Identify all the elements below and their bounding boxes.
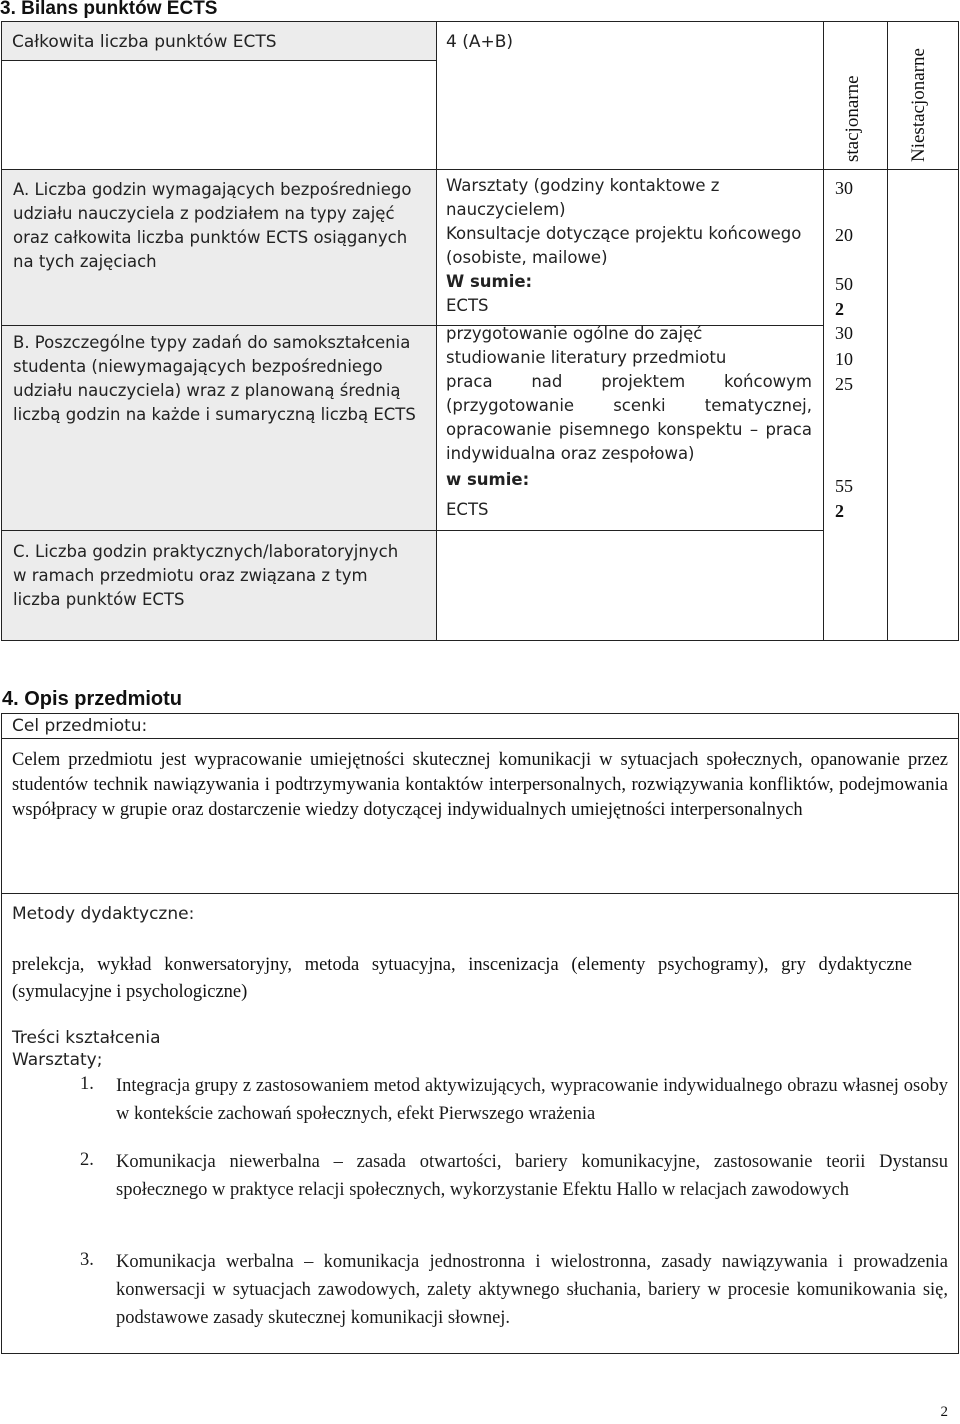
row-a-sum-value: 50 <box>835 274 853 294</box>
list-item-number: 3. <box>80 1250 94 1270</box>
row-a-item-2-text: Konsultacje dotyczące projektu końcowego (osobiste, mailowe) <box>446 224 802 267</box>
row-b-item-3-text: praca nad projektem końcowym (przygotowanie scenki tematycznej, opracowanie pisemnego konspektu – praca indywidualna oraz zespołowa) <box>446 372 812 463</box>
total-ects-label: Całkowita liczba punktów ECTS <box>12 32 277 52</box>
row-b-sum-label: w sumie: <box>446 470 530 489</box>
row-a-ects-value: 2 <box>835 299 844 319</box>
section-3-heading: 3. Bilans punktów ECTS <box>0 0 218 19</box>
row-a-ects-label: ECTS <box>446 296 489 315</box>
row-b-item-3-value: 25 <box>835 374 853 394</box>
row-b-ects-value: 2 <box>835 501 844 521</box>
list-item-number: 2. <box>80 1150 94 1170</box>
column-header-niestacjonarne: Niestacjonarne <box>908 48 929 162</box>
methods-text: prelekcja, wykład konwersatoryjny, metoda sytuacyjna, inscenizacja (elementy psychogramy), gry dydaktyczne (symulacyjne i psychologiczne) <box>12 955 912 1002</box>
total-ects-value: 4 (A+B) <box>446 32 514 52</box>
goal-label: Cel przedmiotu: <box>12 716 148 736</box>
row-b-item-1-text: przygotowanie ogólne do zajęć <box>446 324 703 343</box>
row-b-item-2-value: 10 <box>835 349 853 369</box>
list-item-number: 1. <box>80 1074 94 1094</box>
row-a-label: A. Liczba godzin wymagających bezpośredniego udziału nauczyciela z podziałem na typy zajęć oraz całkowita liczba punktów ECTS osiąganych na tych zajęciach <box>13 180 412 271</box>
row-b-item-2-text: studiowanie literatury przedmiotu <box>446 348 727 367</box>
row-b-item-1-value: 30 <box>835 323 853 343</box>
row-b-label: B. Poszczególne typy zadań do samokształcenia studenta (niewymagających bezpośredniego udziału nauczyciela) wraz z planowaną średnią liczbą godzin na każde i sumaryczną liczbą ECTS <box>13 333 416 424</box>
row-c-label: C. Liczba godzin praktycznych/laboratoryjnych w ramach przedmiotu oraz związana z tym liczba punktów ECTS <box>13 542 399 609</box>
content-label: Treści kształcenia <box>12 1028 161 1048</box>
goal-text: Celem przedmiotu jest wypracowanie umiejętności skutecznej komunikacji w sytuacjach społecznych, opanowanie przez studentów technik nawiązywania i podtrzymywania kontaktów interpersonalnych, rozwiązywania konfliktów, podejmowania współpracy w grupie oraz dostarczenie wiedzy dotyczącej indywidualnych umiejętności interpersonalnych <box>12 750 948 820</box>
column-header-stacjonarne: stacjonarne <box>842 75 863 162</box>
row-a-item-2-value: 20 <box>835 225 853 245</box>
row-a-item-1-value: 30 <box>835 178 853 198</box>
page-number: 2 <box>940 1404 948 1420</box>
list-item-text: Komunikacja werbalna – komunikacja jednostronna i wielostronna, zasady nawiązywania i prowadzenia konwersacji w sytuacjach zawodowych, zalety aktywnego słuchania, bariery w procesie komunikowania się, podstawowe zasady skutecznej komunikacji słownej. <box>116 1252 948 1328</box>
list-item-text: Komunikacja niewerbalna – zasada otwartości, bariery komunikacyjne, zastosowanie teorii Dystansu społecznego w praktyce relacji społecznych, wykorzystanie Efektu Hallo w relacjach zawodowych <box>116 1152 948 1200</box>
workshops-label: Warsztaty; <box>12 1050 103 1070</box>
methods-label: Metody dydaktyczne: <box>12 904 195 924</box>
row-a-sum-label: W sumie: <box>446 272 533 291</box>
list-item-text: Integracja grupy z zastosowaniem metod aktywizujących, wypracowanie indywidualnego obrazu własnej osoby w kontekście zachowań społecznych, efekt Pierwszego wrażenia <box>116 1076 948 1124</box>
row-a-item-1-text: Warsztaty (godziny kontaktowe z nauczycielem) <box>446 176 720 219</box>
row-b-sum-value: 55 <box>835 476 853 496</box>
row-b-ects-label: ECTS <box>446 500 489 519</box>
section-4-heading: 4. Opis przedmiotu <box>2 688 183 710</box>
